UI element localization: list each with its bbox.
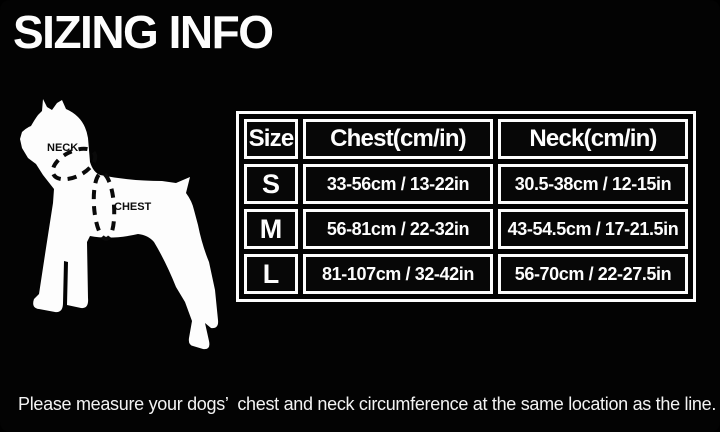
sizing-table bbox=[236, 111, 696, 302]
chest-range-m: 56-81cm / 22-32in bbox=[303, 209, 493, 249]
dog-measurement-diagram bbox=[8, 85, 246, 360]
size-m: M bbox=[244, 209, 298, 249]
table-row-small bbox=[244, 164, 688, 204]
table-header-row bbox=[244, 119, 688, 159]
neck-range-s: 30.5-38cm / 12-15in bbox=[498, 164, 688, 204]
header-chest: Chest(cm/in) bbox=[303, 119, 493, 159]
size-l: L bbox=[244, 254, 298, 294]
table-row-medium bbox=[244, 209, 688, 249]
header-size: Size bbox=[244, 119, 298, 159]
chest-range-l: 81-107cm / 32-42in bbox=[303, 254, 493, 294]
chest-label: CHEST bbox=[114, 201, 152, 213]
neck-range-m: 43-54.5cm / 17-21.5in bbox=[498, 209, 688, 249]
neck-label: NECK bbox=[47, 142, 79, 154]
table-row-large bbox=[244, 254, 688, 294]
page-title: SIZING INFO bbox=[13, 6, 273, 58]
header-neck: Neck(cm/in) bbox=[498, 119, 688, 159]
measurement-instruction: Please measure your dogs’ chest and neck circumference at the same location as the line. bbox=[18, 394, 717, 414]
size-s: S bbox=[244, 164, 298, 204]
chest-range-s: 33-56cm / 13-22in bbox=[303, 164, 493, 204]
dog-silhouette bbox=[20, 99, 218, 349]
neck-range-l: 56-70cm / 22-27.5in bbox=[498, 254, 688, 294]
